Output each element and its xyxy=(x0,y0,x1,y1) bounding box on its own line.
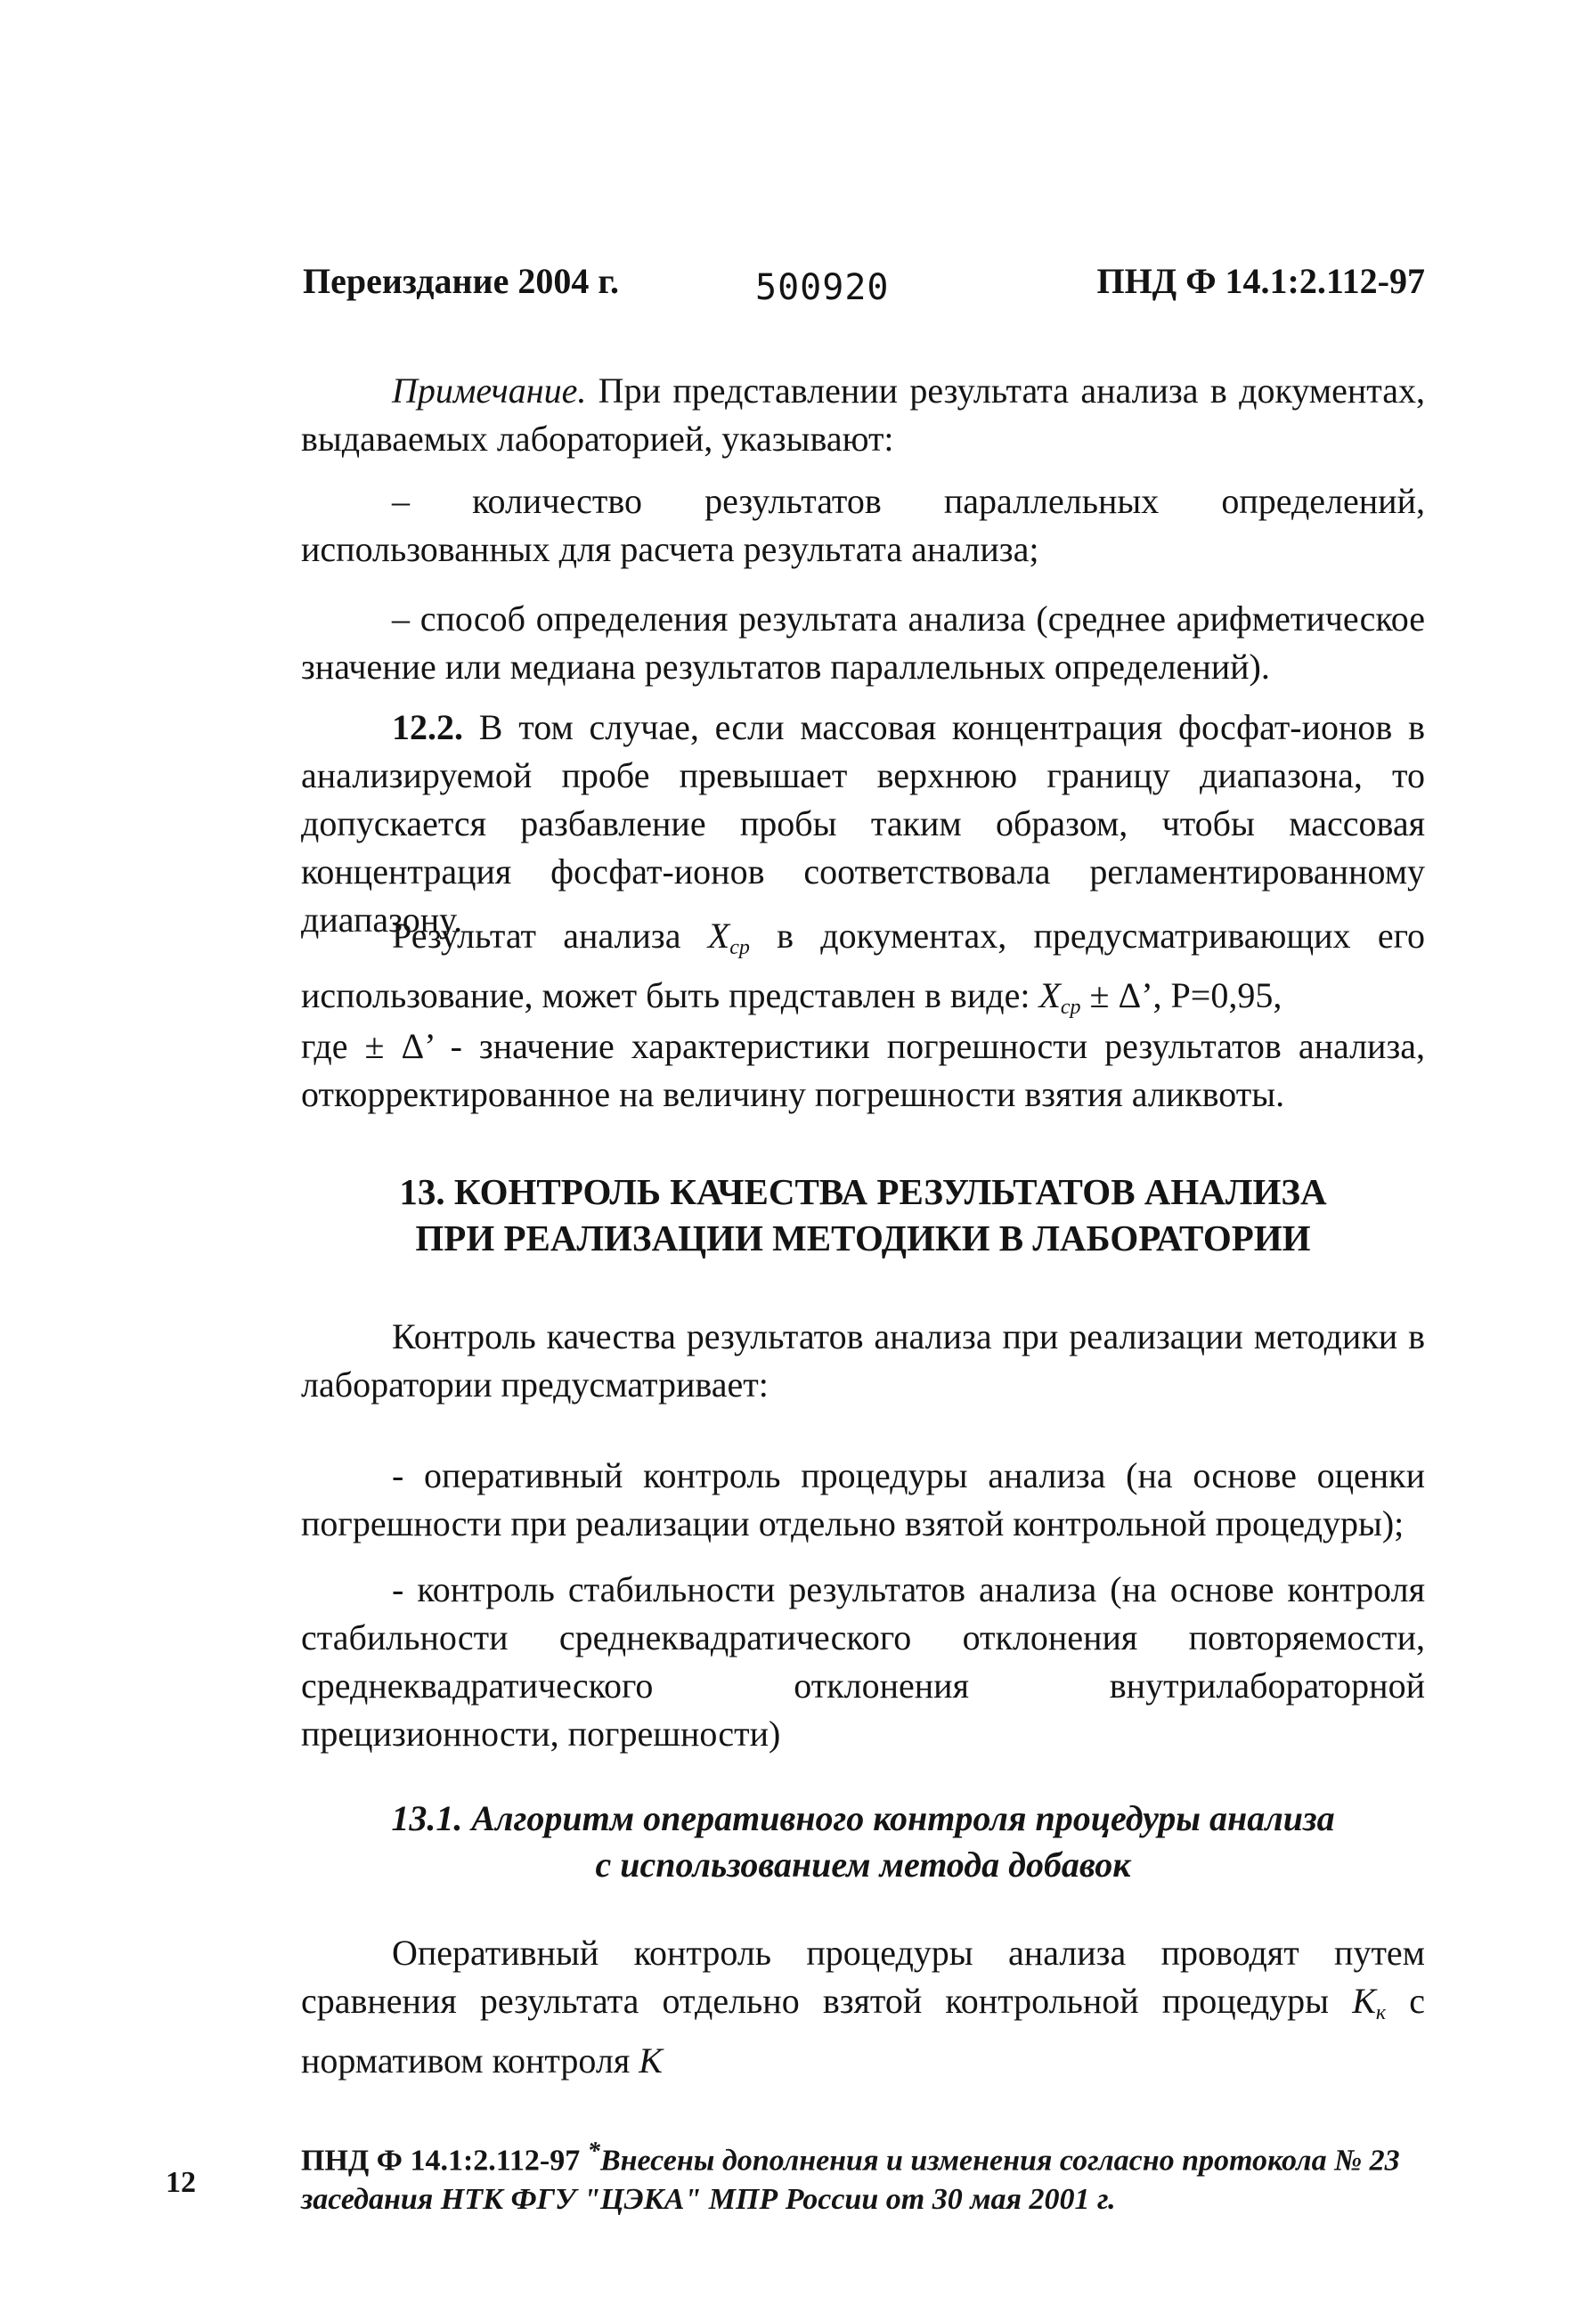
control-bullet-2-text: - контроль стабильности результатов анализа (на основе контроля стабильности среднеквадратического отклонения повторяемости, среднеквадратического отклонения внутрилабораторной прецизионности, погрешности) xyxy=(301,1569,1425,1754)
note-bullet-1 xyxy=(301,477,1425,574)
control-bullet-1 xyxy=(301,1452,1425,1548)
section-12-2-number: 12.2. xyxy=(392,707,463,747)
control-intro-paragraph xyxy=(301,1313,1425,1409)
note-paragraph xyxy=(301,367,1425,463)
reissue-label: Переиздание 2004 г. xyxy=(303,261,619,301)
note-bullet-1-text: – количество результатов параллельных определений, использованных для расчета результата анализа; xyxy=(301,481,1425,569)
paragraph-12-2 xyxy=(301,704,1425,944)
footer-doc: ПНД Ф 14.1:2.112-97 xyxy=(301,2144,581,2178)
operative-text-1: Оперативный контроль процедуры анализа проводят путем сравнения результата отдельно взятой контрольной процедуры xyxy=(301,1933,1425,2021)
note-label: Примечание. xyxy=(392,371,587,411)
section-13-1-heading xyxy=(301,1796,1425,1888)
result-symbol-2: $X_{ср}$ xyxy=(1038,975,1081,1020)
footer-mark: * xyxy=(587,2138,600,2165)
footer-text: Внесены дополнения и изменения согласно протокола № 23 заседания НТК ФГУ "ЦЭКА" МПР России от 30 мая 2001 г. xyxy=(301,2144,1400,2217)
control-intro-text: Контроль качества результатов анализа при реализации методики в лаборатории предусматривает: xyxy=(301,1316,1425,1405)
result-text-2: в документах, предусматривающих его использование, может быть представлен в виде: xyxy=(301,916,1425,1016)
note-bullet-2 xyxy=(301,595,1425,691)
footer-note xyxy=(301,2132,1425,2219)
control-bullet-2 xyxy=(301,1566,1425,1758)
result-text-1: Результат анализа xyxy=(392,916,708,956)
note-bullet-2-text: – способ определения результата анализа (среднее арифметическое значение или медиана результатов параллельных определений). xyxy=(301,599,1425,687)
control-bullet-1-text: - оперативный контроль процедуры анализа (на основе оценки погрешности при реализации отдельно взятой контрольной процедуры); xyxy=(301,1455,1425,1543)
result-text-3: ± Δ’, Р=0,95, xyxy=(1080,975,1282,1016)
section-13-heading xyxy=(301,1169,1425,1261)
section-12-2-text: В том случае, если массовая концентрация фосфат-ионов в анализируемой пробе превышает верхнюю границу диапазона, то допускается разбавление пробы таким образом, чтобы массовая концентрация фосфат-ионов соответствовала регламентированному диапазону. xyxy=(301,707,1425,940)
section-13-1-line-1: 13.1. Алгоритм оперативного контроля процедуры анализа xyxy=(391,1798,1335,1838)
result-paragraph xyxy=(301,912,1425,1031)
operative-symbol: $K_к$ xyxy=(1352,1981,1387,2025)
where-text: где ± Δ’ - значение характеристики погрешности результатов анализа, откорректированное на величину погрешности взятия аликвоты. xyxy=(301,1026,1425,1114)
operative-text-2: с нормативом контроля xyxy=(301,1981,1425,2081)
page-number: 12 xyxy=(166,2166,196,2199)
note-text: При представлении результата анализа в документах, выдаваемых лабораторией, указывают: xyxy=(301,371,1425,459)
operative-paragraph xyxy=(301,1929,1425,2085)
operative-symbol-2: K xyxy=(639,2040,663,2081)
section-13-line-2: ПРИ РЕАЛИЗАЦИИ МЕТОДИКИ В ЛАБОРАТОРИИ xyxy=(415,1218,1311,1258)
section-13-1-line-2: с использованием метода добавок xyxy=(595,1845,1131,1885)
document-code: 500920 xyxy=(755,267,890,308)
result-symbol: $X_{ср}$ xyxy=(707,916,750,960)
section-13-line-1: 13. КОНТРОЛЬ КАЧЕСТВА РЕЗУЛЬТАТОВ АНАЛИЗА xyxy=(399,1171,1327,1212)
where-paragraph xyxy=(301,1022,1425,1119)
document-number: ПНД Ф 14.1:2.112-97 xyxy=(1096,261,1425,301)
